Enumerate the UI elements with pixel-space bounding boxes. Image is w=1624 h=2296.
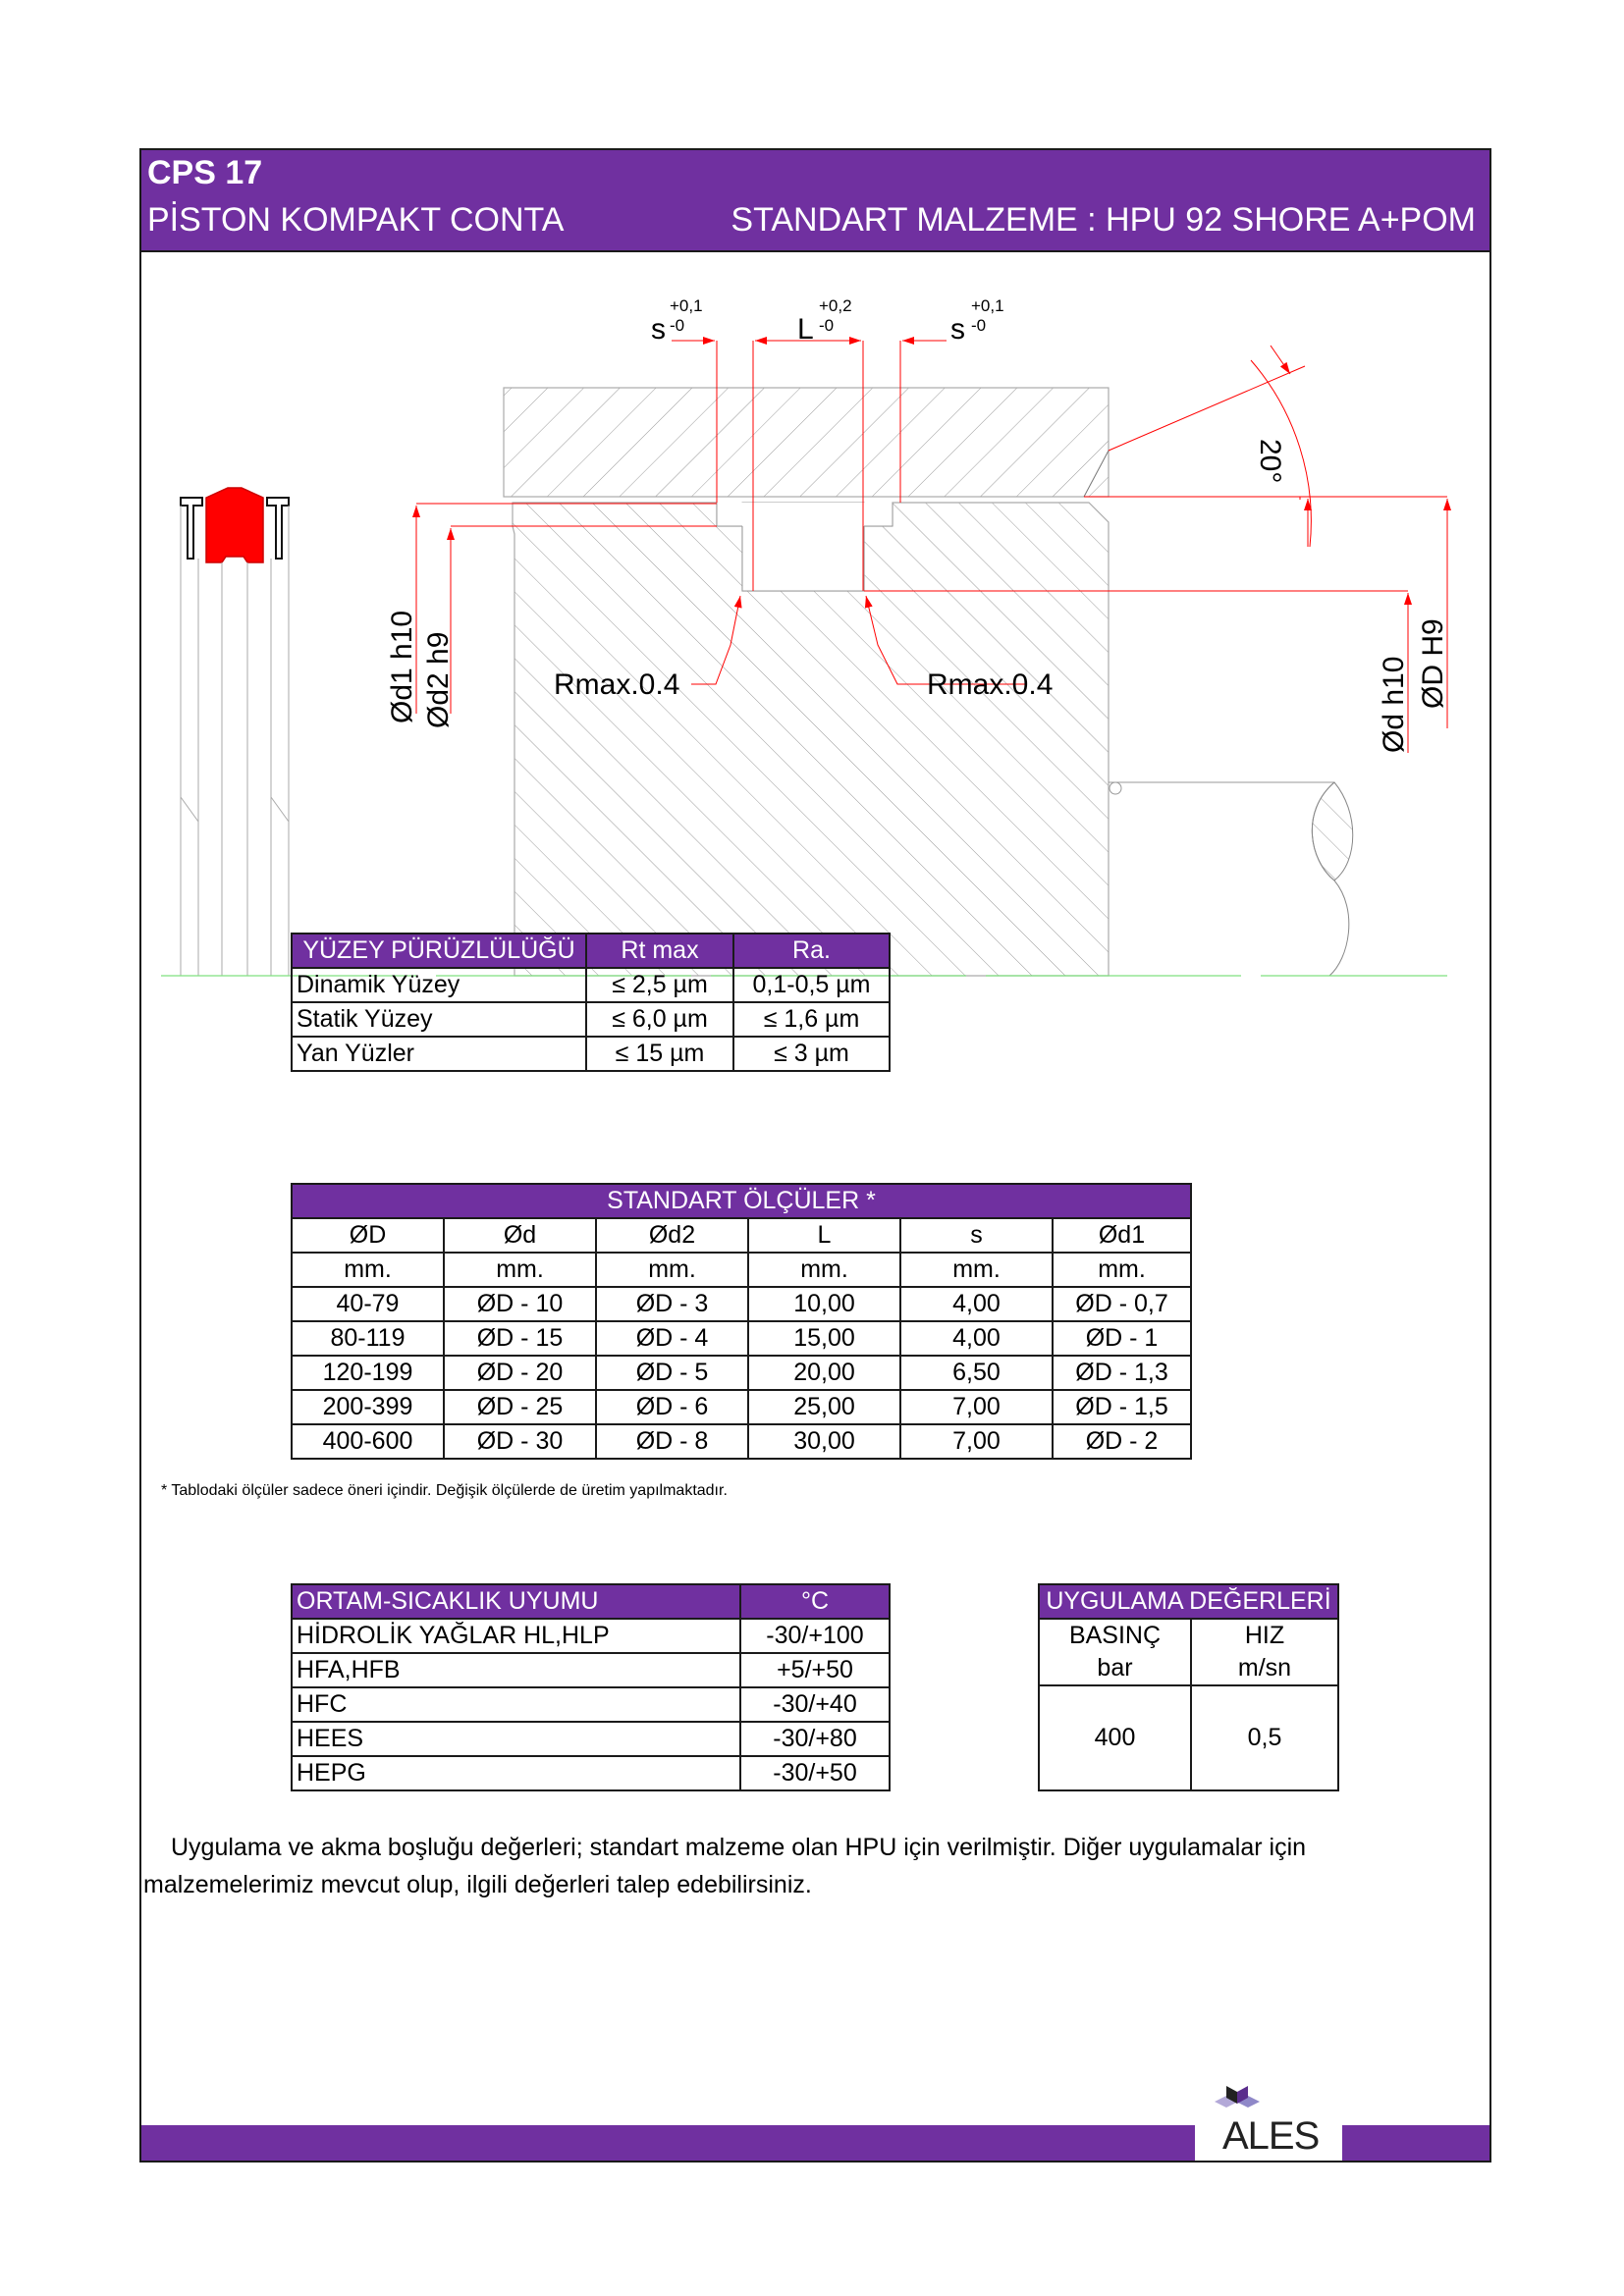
temperature-cell: +5/+50 xyxy=(740,1653,890,1687)
application-note xyxy=(143,1829,1306,1903)
temperature-header-medium: ORTAM-SICAKLIK UYUMU xyxy=(292,1584,740,1619)
dimensions-title: STANDART ÖLÇÜLER * xyxy=(292,1184,1191,1218)
surface-cell: ≤ 6,0 µm xyxy=(586,1002,733,1037)
surface-cell: 0,1-0,5 µm xyxy=(733,968,890,1002)
surface-cell: ≤ 2,5 µm xyxy=(586,968,733,1002)
dim-cell: 4,00 xyxy=(900,1321,1053,1356)
dim-cell: ØD - 10 xyxy=(444,1287,596,1321)
temperature-cell: HFA,HFB xyxy=(292,1653,740,1687)
technical-drawing xyxy=(141,252,1489,988)
standard-material: STANDART MALZEME : HPU 92 SHORE A+POM xyxy=(731,201,1476,239)
application-note-line1: Uygulama ve akma boşluğu değerleri; standart malzeme olan HPU için verilmiştir. Diğer uygulamalar için xyxy=(171,1834,1307,1861)
dim-cell: 4,00 xyxy=(900,1287,1053,1321)
label-d2: Ød2 h9 xyxy=(422,631,455,728)
temperature-cell: -30/+80 xyxy=(740,1722,890,1756)
table-row xyxy=(292,1653,890,1687)
dim-cell: 10,00 xyxy=(748,1287,900,1321)
dim-cell: 7,00 xyxy=(900,1390,1053,1424)
unit-cell: mm. xyxy=(444,1253,596,1287)
temperature-cell: -30/+40 xyxy=(740,1687,890,1722)
dim-cell: 15,00 xyxy=(748,1321,900,1356)
dim-s-right-symbol: s xyxy=(950,313,965,346)
application-title: UYGULAMA DEĞERLERİ xyxy=(1039,1584,1338,1619)
unit-cell: mm. xyxy=(292,1253,444,1287)
dim-cell: 6,50 xyxy=(900,1356,1053,1390)
speed-label: HIZ xyxy=(1191,1619,1338,1652)
table-row xyxy=(292,1356,1191,1390)
standard-dimensions-table xyxy=(291,1183,1192,1460)
label-d: Ød h10 xyxy=(1378,656,1410,753)
surface-cell: ≤ 3 µm xyxy=(733,1037,890,1071)
dim-cell: ØD - 4 xyxy=(596,1321,748,1356)
dim-cell: ØD - 30 xyxy=(444,1424,596,1459)
dim-cell: 30,00 xyxy=(748,1424,900,1459)
temperature-header-unit: °C xyxy=(740,1584,890,1619)
surface-cell: Dinamik Yüzey xyxy=(292,968,586,1002)
dim-cell: 40-79 xyxy=(292,1287,444,1321)
application-note-line2: malzemelerimiz mevcut olup, ilgili değerleri talep edebilirsiniz. xyxy=(143,1871,812,1898)
dim-cell: ØD - 25 xyxy=(444,1390,596,1424)
dim-cell: 400-600 xyxy=(292,1424,444,1459)
dim-s-left-symbol: s xyxy=(651,313,666,346)
temperature-cell: HFC xyxy=(292,1687,740,1722)
dim-s-left-lower: -0 xyxy=(670,316,685,335)
column-header: Ød2 xyxy=(596,1218,748,1253)
column-header: Ød1 xyxy=(1053,1218,1191,1253)
temperature-cell: HİDROLİK YAĞLAR HL,HLP xyxy=(292,1619,740,1653)
dim-cell: ØD - 8 xyxy=(596,1424,748,1459)
application-values-table xyxy=(1038,1583,1339,1791)
column-header: L xyxy=(748,1218,900,1253)
surface-header-type: YÜZEY PÜRÜZLÜLÜĞÜ xyxy=(292,934,586,968)
label-D: ØD H9 xyxy=(1417,618,1449,709)
dim-cell: 120-199 xyxy=(292,1356,444,1390)
dim-cell: 20,00 xyxy=(748,1356,900,1390)
ales-logo xyxy=(1195,2082,1342,2161)
unit-cell: mm. xyxy=(748,1253,900,1287)
table-row xyxy=(292,1390,1191,1424)
table-row xyxy=(292,968,890,1002)
temperature-cell: -30/+100 xyxy=(740,1619,890,1653)
table-row xyxy=(292,1687,890,1722)
temperature-cell: HEPG xyxy=(292,1756,740,1790)
table-row xyxy=(292,1002,890,1037)
speed-unit: m/sn xyxy=(1191,1652,1338,1685)
pressure-label: BASINÇ xyxy=(1039,1619,1191,1652)
dim-cell: ØD - 5 xyxy=(596,1356,748,1390)
dim-cell: 80-119 xyxy=(292,1321,444,1356)
header-bar xyxy=(141,150,1489,252)
pressure-unit: bar xyxy=(1039,1652,1191,1685)
dimensions-footnote: * Tablodaki ölçüler sadece öneri içindir. Değişik ölçülerde de üretim yapılmaktadır. xyxy=(161,1482,728,1499)
surface-cell: Statik Yüzey xyxy=(292,1002,586,1037)
table-row xyxy=(292,1756,890,1790)
unit-cell: mm. xyxy=(596,1253,748,1287)
column-header: Ød xyxy=(444,1218,596,1253)
dim-cell: 25,00 xyxy=(748,1390,900,1424)
dim-s-left-upper: +0,1 xyxy=(670,296,703,315)
dim-cell: 7,00 xyxy=(900,1424,1053,1459)
dim-cell: ØD - 1 xyxy=(1053,1321,1191,1356)
dim-s-right-upper: +0,1 xyxy=(971,296,1004,315)
surface-cell: Yan Yüzler xyxy=(292,1037,586,1071)
datasheet-frame xyxy=(139,148,1491,2163)
dim-s-right-lower: -0 xyxy=(971,316,987,335)
product-name: PİSTON KOMPAKT CONTA xyxy=(147,201,565,239)
table-row xyxy=(292,1722,890,1756)
dim-cell: ØD - 1,3 xyxy=(1053,1356,1191,1390)
table-row xyxy=(292,1619,890,1653)
cylinder-section xyxy=(504,388,1109,497)
table-row xyxy=(292,1287,1191,1321)
dim-cell: ØD - 20 xyxy=(444,1356,596,1390)
table-row xyxy=(292,1321,1191,1356)
dim-cell: ØD - 1,5 xyxy=(1053,1390,1191,1424)
surface-header-rt: Rt max xyxy=(586,934,733,968)
dim-cell: ØD - 6 xyxy=(596,1390,748,1424)
logo-text: ALES xyxy=(1222,2114,1320,2158)
dim-L-symbol: L xyxy=(797,313,814,346)
piston-section xyxy=(513,503,1353,976)
pressure-value: 400 xyxy=(1039,1685,1191,1790)
surface-header-ra: Ra. xyxy=(733,934,890,968)
product-code: CPS 17 xyxy=(147,154,263,191)
rmax-right: Rmax.0.4 xyxy=(927,668,1054,701)
speed-value: 0,5 xyxy=(1191,1685,1338,1790)
column-header: s xyxy=(900,1218,1053,1253)
dim-cell: ØD - 3 xyxy=(596,1287,748,1321)
surface-cell: ≤ 15 µm xyxy=(586,1037,733,1071)
seal-element xyxy=(206,488,263,562)
dim-cell: ØD - 2 xyxy=(1053,1424,1191,1459)
temperature-cell: HEES xyxy=(292,1722,740,1756)
table-row xyxy=(292,1037,890,1071)
dim-L-upper: +0,2 xyxy=(819,296,852,315)
rmax-left: Rmax.0.4 xyxy=(554,668,680,701)
surface-roughness-table xyxy=(291,933,891,1072)
dim-cell: ØD - 15 xyxy=(444,1321,596,1356)
dim-cell: ØD - 0,7 xyxy=(1053,1287,1191,1321)
dim-cell: 200-399 xyxy=(292,1390,444,1424)
table-row xyxy=(292,1424,1191,1459)
surface-cell: ≤ 1,6 µm xyxy=(733,1002,890,1037)
label-d1: Ød1 h10 xyxy=(386,610,418,723)
angle-label: 20° xyxy=(1254,439,1286,484)
dim-L-lower: -0 xyxy=(819,316,835,335)
temperature-table xyxy=(291,1583,891,1791)
unit-cell: mm. xyxy=(900,1253,1053,1287)
temperature-cell: -30/+50 xyxy=(740,1756,890,1790)
unit-cell: mm. xyxy=(1053,1253,1191,1287)
column-header: ØD xyxy=(292,1218,444,1253)
